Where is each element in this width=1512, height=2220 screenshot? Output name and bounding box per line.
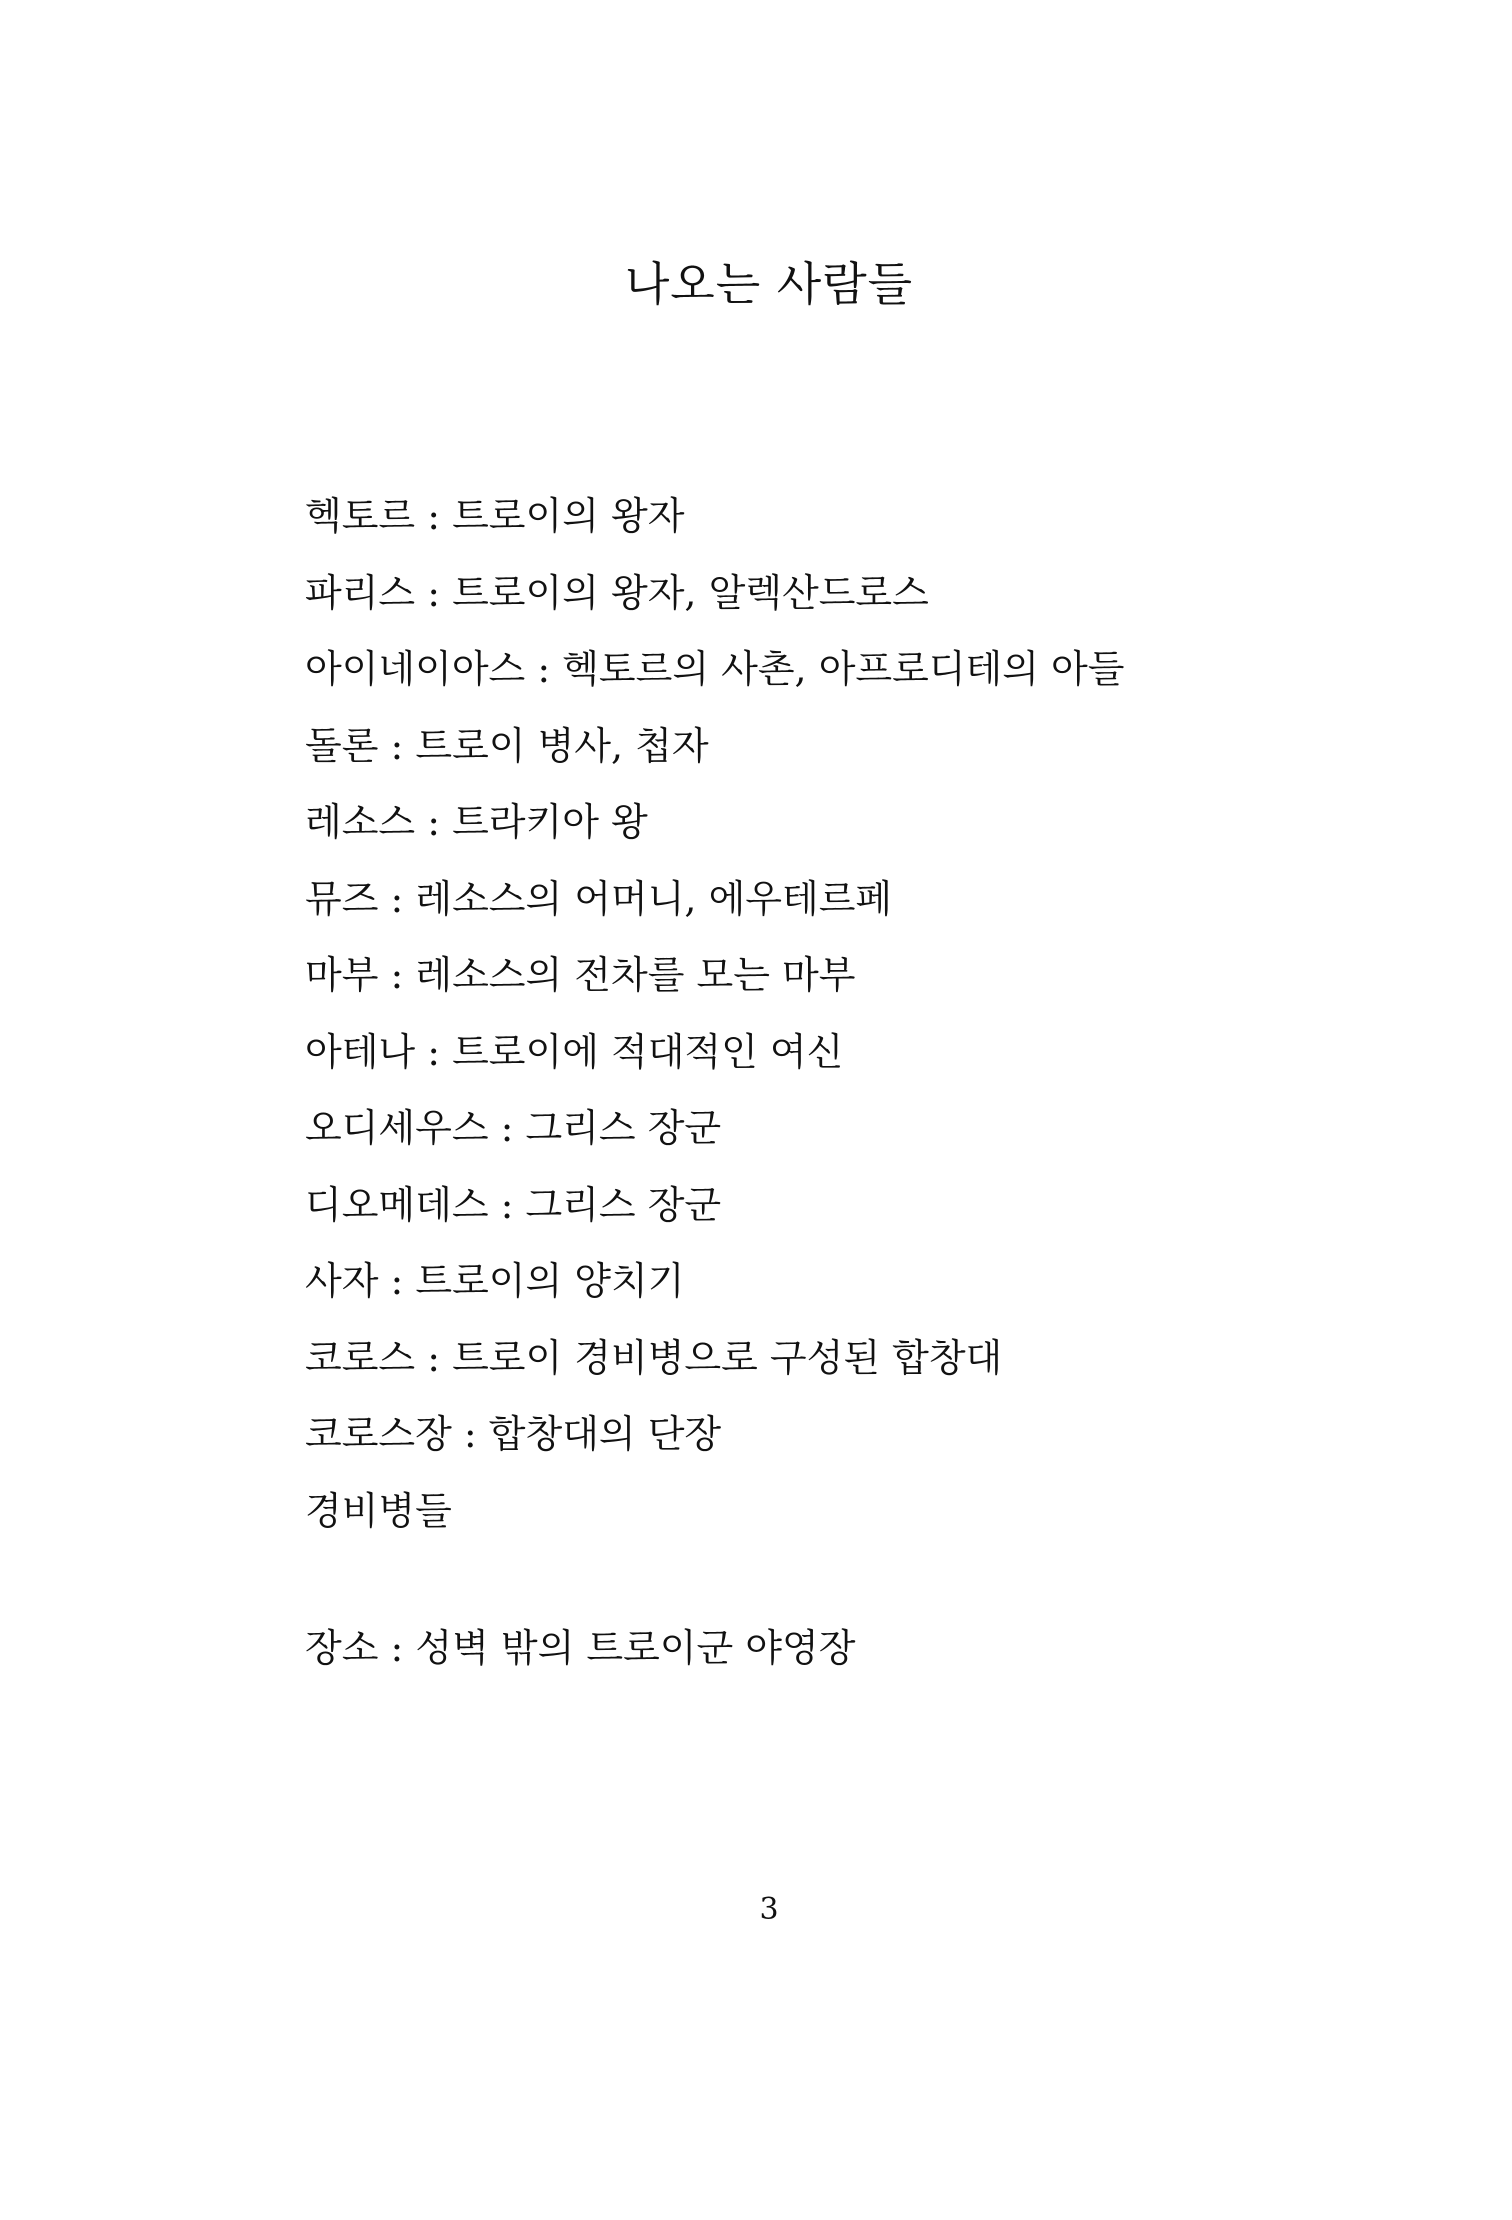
character-entry: 돌론 : 트로이 병사, 첩자 xyxy=(305,723,709,768)
character-entry: 레소스 : 트라키아 왕 xyxy=(305,800,648,844)
character-entry: 헥토르 : 트로이의 왕자 xyxy=(305,494,685,538)
character-entry: 코로스 : 트로이 경비병으로 구성된 합창대 xyxy=(305,1335,1003,1380)
character-entry: 사자 : 트로이의 양치기 xyxy=(305,1259,685,1303)
character-entry: 파리스 : 트로이의 왕자, 알렉산드로스 xyxy=(305,570,929,615)
setting-line: 장소 : 성벽 밖의 트로이군 야영장 xyxy=(305,1626,856,1670)
character-entry: 경비병들 xyxy=(305,1488,452,1533)
character-entry: 디오메데스 : 그리스 장군 xyxy=(305,1182,722,1227)
page-number: 3 xyxy=(759,1892,779,1927)
character-entry: 아이네이아스 : 헥토르의 사촌, 아프로디테의 아들 xyxy=(305,647,1125,691)
character-entry: 아테나 : 트로이에 적대적인 여신 xyxy=(305,1029,844,1074)
character-list xyxy=(305,478,1124,1549)
character-entry: 오디세우스 : 그리스 장군 xyxy=(305,1106,722,1150)
character-entry: 뮤즈 : 레소스의 어머니, 에우테르페 xyxy=(305,876,893,921)
character-entry: 코로스장 : 합창대의 단장 xyxy=(305,1412,722,1456)
page-title: 나오는 사람들 xyxy=(624,257,914,311)
character-entry: 마부 : 레소스의 전차를 모는 마부 xyxy=(305,953,856,997)
